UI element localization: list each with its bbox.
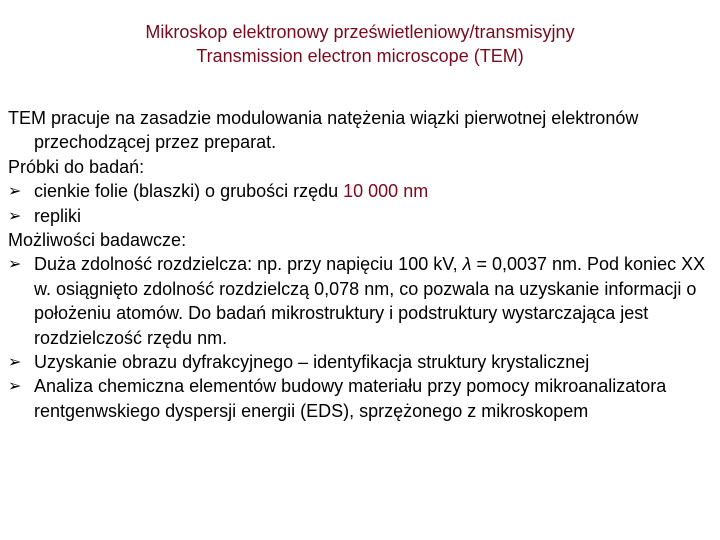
- resolution-text-end: = 0,0037 nm. Pod koniec XX w. osiągnięto zdolność rozdzielczą 0,078 nm, co pozwala na uzyskanie informacji o położeniu atomów. Do badań mikrostruktury i podstruktury wystarczająca jest rozdzielczość rzędu nm.: [34, 254, 706, 348]
- bullet-arrow-icon: ➢: [8, 376, 22, 396]
- capabilities-item-resolution: [8, 252, 714, 350]
- samples-item-thin-foils: [8, 179, 714, 203]
- resolution-text-start: Duża zdolność rozdzielcza: np. przy napięciu 100 kV,: [34, 254, 463, 275]
- samples-item-replicas-text: repliki: [34, 205, 82, 226]
- title-line-polish: Mikroskop elektronowy prześwietleniowy/transmisyjny: [145, 22, 575, 42]
- bullet-arrow-icon: ➢: [8, 254, 22, 274]
- chemical-analysis-text: Analiza chemiczna elementów budowy materiału przy pomocy mikroanalizatora rentgenwskiego dyspersji energii (EDS), sprzężonego z mikroskopem: [34, 376, 667, 421]
- bullet-arrow-icon: ➢: [8, 181, 22, 201]
- slide-title: [0, 20, 720, 68]
- intro-paragraph: TEM pracuje na zasadzie modulowania natężenia wiązki pierwotnej elektronów przechodzącej przez preparat.: [8, 108, 639, 153]
- capabilities-heading: Możliwości badawcze:: [8, 230, 187, 251]
- capabilities-item-chemical-analysis: [8, 374, 714, 423]
- samples-heading: Próbki do badań:: [8, 156, 145, 177]
- bullet-arrow-icon: ➢: [8, 205, 22, 225]
- samples-item-thin-foils-text: cienkie folie (blaszki) o grubości rzędu: [34, 181, 344, 202]
- diffraction-text: Uzyskanie obrazu dyfrakcyjnego – identyfikacja struktury krystalicznej: [34, 352, 590, 373]
- lambda-symbol: λ: [462, 254, 472, 275]
- samples-item-replicas: [8, 204, 714, 228]
- title-line-english: Transmission electron microscope (TEM): [196, 46, 524, 66]
- capabilities-item-diffraction: [8, 350, 714, 374]
- slide-body: [8, 106, 714, 423]
- thickness-value: 10 000 nm: [343, 181, 429, 202]
- bullet-arrow-icon: ➢: [8, 352, 22, 372]
